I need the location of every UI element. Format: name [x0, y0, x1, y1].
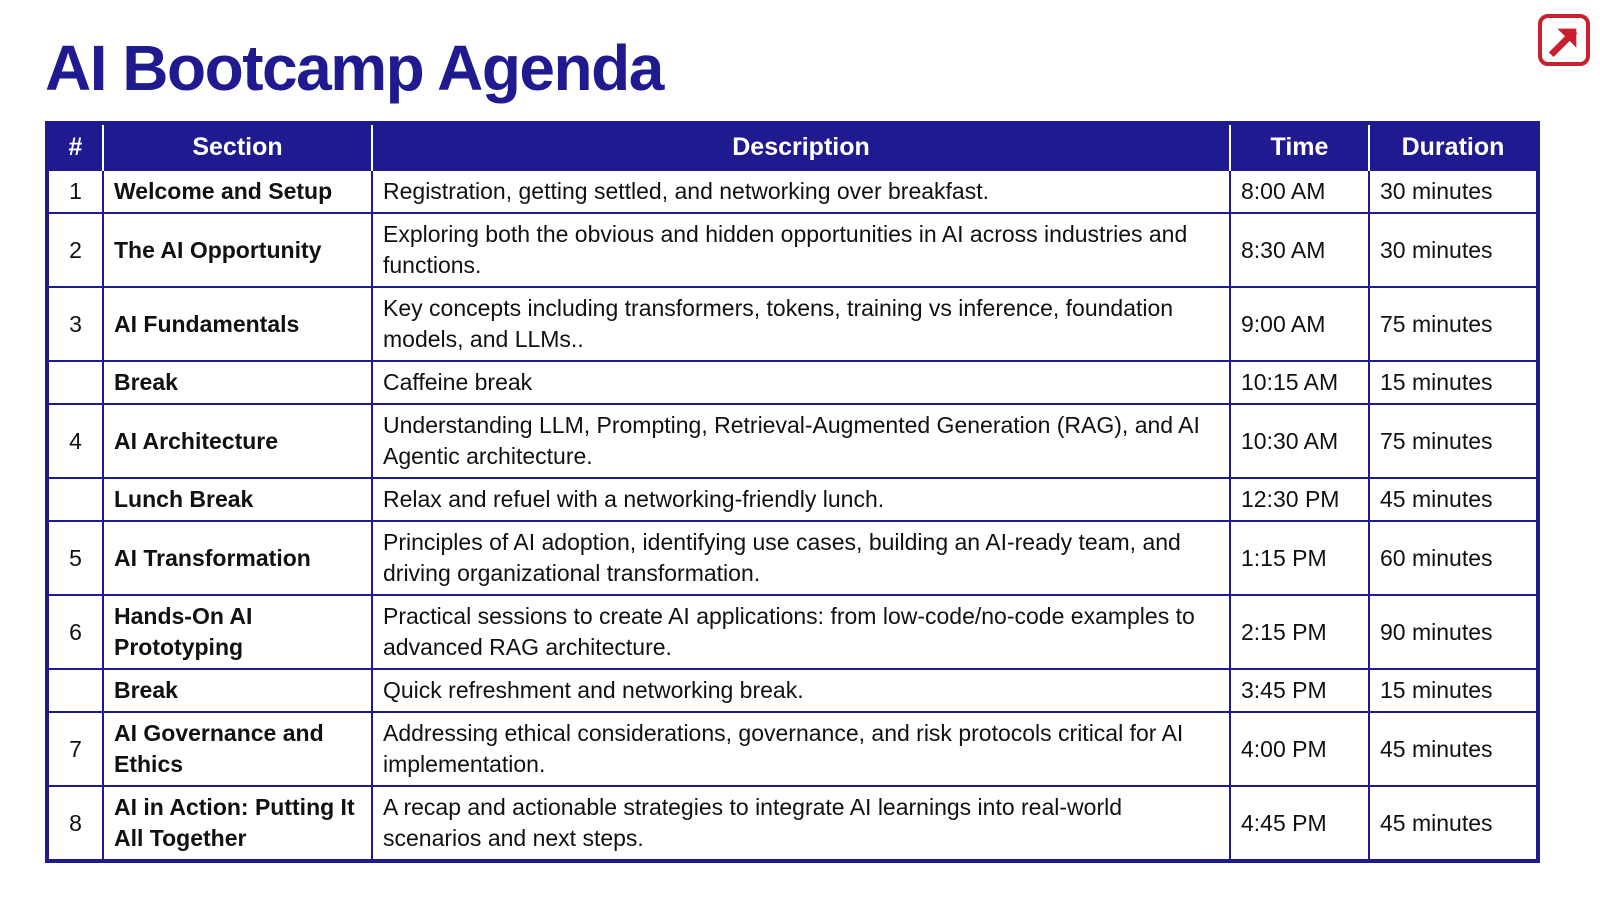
- row-number: [47, 669, 103, 712]
- row-duration: 30 minutes: [1369, 213, 1538, 287]
- row-section: AI Architecture: [103, 404, 372, 478]
- row-section: AI Fundamentals: [103, 287, 372, 361]
- row-description: Practical sessions to create AI applications: from low-code/no-code examples to advanced RAG architecture.: [372, 595, 1230, 669]
- page-title: AI Bootcamp Agenda: [45, 32, 663, 104]
- row-section: Lunch Break: [103, 478, 372, 521]
- row-duration: 60 minutes: [1369, 521, 1538, 595]
- table-row: [47, 712, 1538, 786]
- row-description: Registration, getting settled, and networking over breakfast.: [372, 170, 1230, 213]
- row-duration: 75 minutes: [1369, 287, 1538, 361]
- column-header-description: Description: [372, 123, 1230, 170]
- row-duration: 15 minutes: [1369, 669, 1538, 712]
- row-description: Principles of AI adoption, identifying use cases, building an AI-ready team, and driving organizational transformation.: [372, 521, 1230, 595]
- row-number: 3: [47, 287, 103, 361]
- row-section: Welcome and Setup: [103, 170, 372, 213]
- brand-logo: [1538, 14, 1590, 66]
- column-header-section: Section: [103, 123, 372, 170]
- row-time: 4:00 PM: [1230, 712, 1369, 786]
- row-time: 12:30 PM: [1230, 478, 1369, 521]
- row-section: Break: [103, 361, 372, 404]
- row-description: Understanding LLM, Prompting, Retrieval-Augmented Generation (RAG), and AI Agentic architecture.: [372, 404, 1230, 478]
- agenda-table: [45, 121, 1540, 863]
- row-section: Break: [103, 669, 372, 712]
- row-number: [47, 361, 103, 404]
- table-row: [47, 478, 1538, 521]
- row-time: 8:00 AM: [1230, 170, 1369, 213]
- row-time: 8:30 AM: [1230, 213, 1369, 287]
- table-row: [47, 786, 1538, 861]
- table-row: [47, 521, 1538, 595]
- row-time: 2:15 PM: [1230, 595, 1369, 669]
- row-section: The AI Opportunity: [103, 213, 372, 287]
- row-section: AI in Action: Putting It All Together: [103, 786, 372, 861]
- row-time: 10:15 AM: [1230, 361, 1369, 404]
- column-header-time: Time: [1230, 123, 1369, 170]
- row-number: 2: [47, 213, 103, 287]
- row-duration: 45 minutes: [1369, 712, 1538, 786]
- row-duration: 75 minutes: [1369, 404, 1538, 478]
- table-row: [47, 595, 1538, 669]
- table-row: [47, 361, 1538, 404]
- table-header-row: [47, 123, 1538, 170]
- row-duration: 45 minutes: [1369, 478, 1538, 521]
- row-description: Exploring both the obvious and hidden opportunities in AI across industries and functions.: [372, 213, 1230, 287]
- row-time: 9:00 AM: [1230, 287, 1369, 361]
- row-section: AI Governance and Ethics: [103, 712, 372, 786]
- row-duration: 30 minutes: [1369, 170, 1538, 213]
- table-row: [47, 287, 1538, 361]
- table-row: [47, 404, 1538, 478]
- row-number: 6: [47, 595, 103, 669]
- row-number: 8: [47, 786, 103, 861]
- row-description: Key concepts including transformers, tokens, training vs inference, foundation models, and LLMs..: [372, 287, 1230, 361]
- table-row: [47, 669, 1538, 712]
- row-number: 4: [47, 404, 103, 478]
- arrow-up-right-icon: [1545, 21, 1583, 59]
- row-time: 3:45 PM: [1230, 669, 1369, 712]
- table-row: [47, 170, 1538, 213]
- row-number: 1: [47, 170, 103, 213]
- row-number: 5: [47, 521, 103, 595]
- table-row: [47, 213, 1538, 287]
- row-duration: 15 minutes: [1369, 361, 1538, 404]
- row-description: A recap and actionable strategies to integrate AI learnings into real-world scenarios and next steps.: [372, 786, 1230, 861]
- row-description: Quick refreshment and networking break.: [372, 669, 1230, 712]
- row-time: 4:45 PM: [1230, 786, 1369, 861]
- row-description: Caffeine break: [372, 361, 1230, 404]
- row-duration: 90 minutes: [1369, 595, 1538, 669]
- row-section: Hands-On AI Prototyping: [103, 595, 372, 669]
- row-description: Relax and refuel with a networking-friendly lunch.: [372, 478, 1230, 521]
- column-header-duration: Duration: [1369, 123, 1538, 170]
- row-number: [47, 478, 103, 521]
- row-description: Addressing ethical considerations, governance, and risk protocols critical for AI implementation.: [372, 712, 1230, 786]
- row-duration: 45 minutes: [1369, 786, 1538, 861]
- row-section: AI Transformation: [103, 521, 372, 595]
- column-header-number: #: [47, 123, 103, 170]
- row-time: 1:15 PM: [1230, 521, 1369, 595]
- row-number: 7: [47, 712, 103, 786]
- row-time: 10:30 AM: [1230, 404, 1369, 478]
